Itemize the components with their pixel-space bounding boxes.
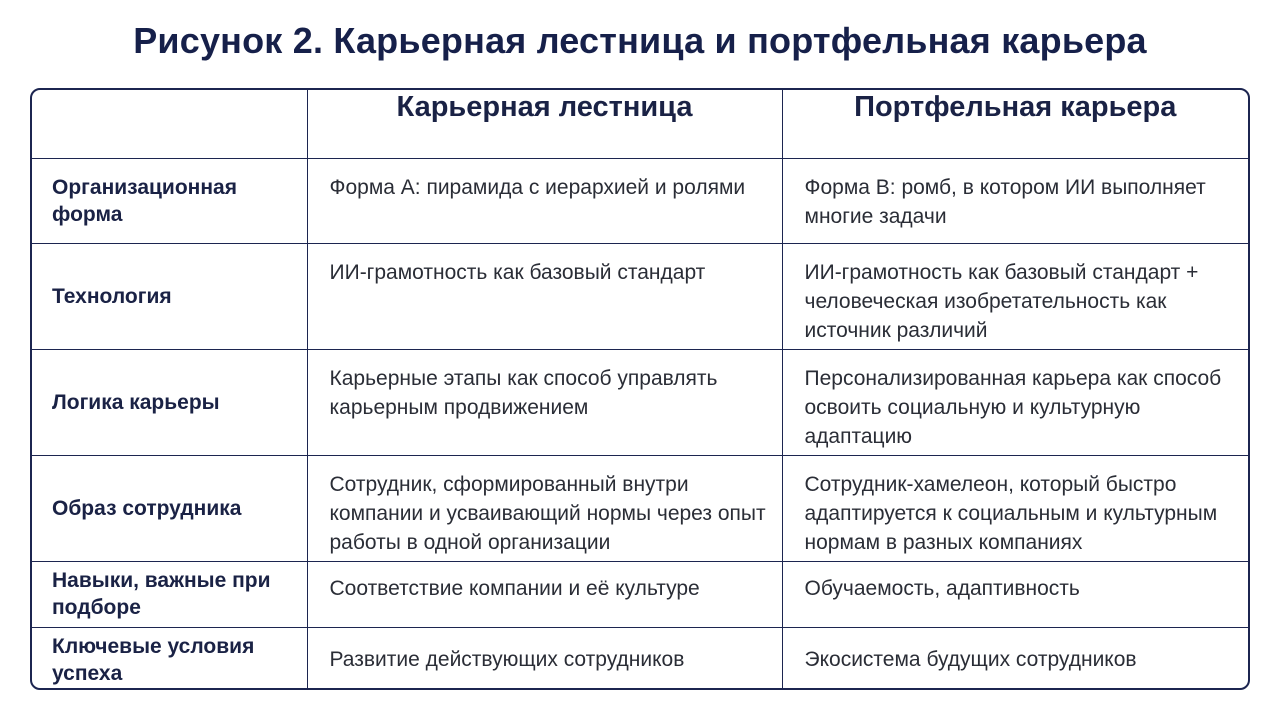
- cell-portfolio: Форма В: ромб, в котором ИИ выполняет многие задачи: [782, 158, 1248, 243]
- cell-portfolio: ИИ-грамотность как базовый стандарт + человеческая изобретательность как источник различий: [782, 243, 1248, 349]
- table-row: [32, 455, 1248, 561]
- cell-ladder: Соответствие компании и её культуре: [307, 561, 782, 627]
- comparison-grid: [32, 90, 1248, 690]
- cell-ladder: Сотрудник, сформированный внутри компании и усваивающий нормы через опыт работы в одной организации: [307, 455, 782, 561]
- table-row: [32, 158, 1248, 243]
- cell-ladder: Форма А: пирамида с иерархией и ролями: [307, 158, 782, 243]
- row-label: Организационная форма: [32, 158, 307, 243]
- row-label: Ключевые условия успеха: [32, 627, 307, 690]
- cell-ladder: Карьерные этапы как способ управлять карьерным продвижением: [307, 349, 782, 455]
- cell-ladder: Развитие действующих сотрудников: [307, 627, 782, 690]
- table-row: [32, 349, 1248, 455]
- header-row: [32, 90, 1248, 158]
- cell-portfolio: Сотрудник-хамелеон, который быстро адаптируется к социальным и культурным нормам в разных компаниях: [782, 455, 1248, 561]
- cell-ladder: ИИ-грамотность как базовый стандарт: [307, 243, 782, 349]
- header-portfolio: Портфельная карьера: [782, 90, 1248, 158]
- row-label: Технология: [32, 243, 307, 349]
- table-row: [32, 627, 1248, 690]
- row-label: Логика карьеры: [32, 349, 307, 455]
- table-row: [32, 561, 1248, 627]
- cell-portfolio: Экосистема будущих сотрудников: [782, 627, 1248, 690]
- header-ladder: Карьерная лестница: [307, 90, 782, 158]
- page-title: Рисунок 2. Карьерная лестница и портфельная карьера: [133, 20, 1147, 61]
- cell-portfolio: Персонализированная карьера как способ освоить социальную и культурную адаптацию: [782, 349, 1248, 455]
- cell-portfolio: Обучаемость, адаптивность: [782, 561, 1248, 627]
- table-row: [32, 243, 1248, 349]
- row-label: Образ сотрудника: [32, 455, 307, 561]
- header-corner: [32, 90, 307, 158]
- comparison-table: [30, 88, 1250, 690]
- row-label: Навыки, важные при подборе: [32, 561, 307, 627]
